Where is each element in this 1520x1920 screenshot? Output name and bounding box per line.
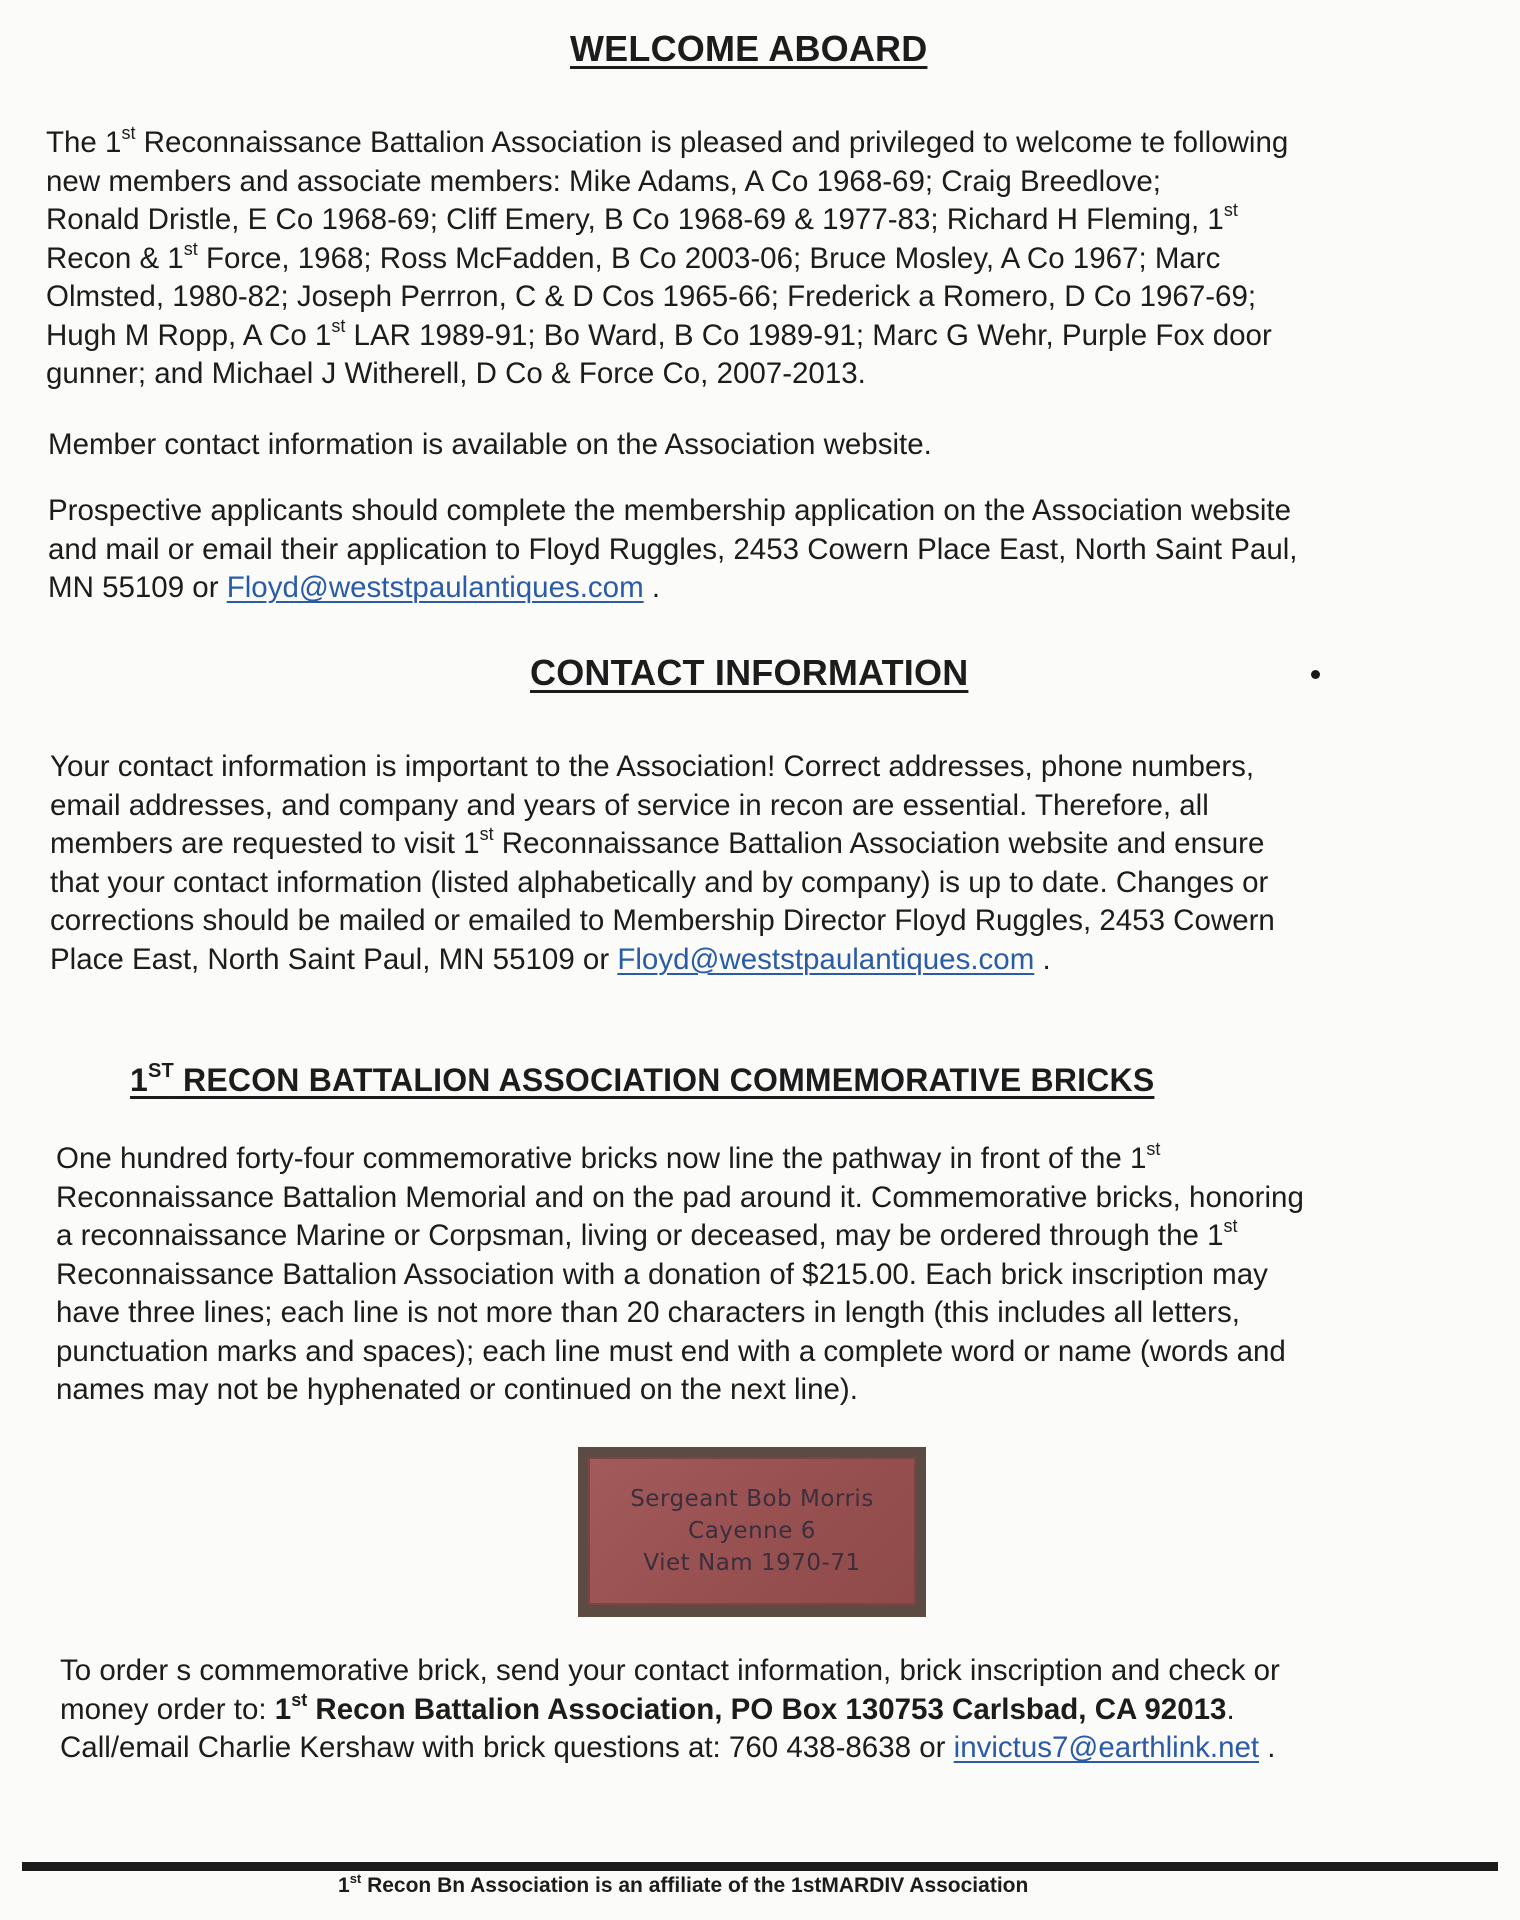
- email-link-charlie[interactable]: invictus7@earthlink.net: [953, 1731, 1260, 1764]
- stray-dot: [1311, 670, 1320, 679]
- text-line: new members and associate members: Mike Adams, A Co 1968-69; Craig Breedlove;: [46, 164, 1161, 198]
- text-line: email addresses, and company and years of service in recon are essential. Therefore, all: [50, 788, 1209, 822]
- member-contact-note: Member contact information is available on the Association website.: [48, 428, 932, 461]
- text-line: Prospective applicants should complete the membership application on the Association website: [48, 494, 1291, 527]
- welcome-paragraph: [46, 124, 1288, 394]
- text-line: gunner; and Michael J Witherell, D Co & Force Co, 2007-2013.: [46, 357, 866, 390]
- brick-inscription-line: Sergeant Bob Morris: [630, 1486, 874, 1512]
- text-line: and mail or email their application to Floyd Ruggles, 2453 Cowern Place East, North Saint Paul,: [48, 532, 1298, 566]
- text-line: Your contact information is important to the Association! Correct addresses, phone numbers,: [50, 750, 1255, 783]
- welcome-heading: WELCOME ABOARD: [570, 28, 928, 69]
- text-line: MN 55109 or Floyd@weststpaulantiques.com .: [48, 571, 661, 604]
- bricks-heading: 1ST RECON BATTALION ASSOCIATION COMMEMORATIVE BRICKS: [130, 1060, 1155, 1098]
- brick-face: [588, 1457, 916, 1605]
- contact-heading: CONTACT INFORMATION: [530, 652, 969, 693]
- text-line: Recon & 1st Force, 1968; Ross McFadden, B Co 2003-06; Bruce Mosley, A Co 1967; Marc: [46, 238, 1221, 275]
- text-line: Olmsted, 1980-82; Joseph Perrron, C & D Cos 1965-66; Frederick a Romero, D Co 1967-69;: [46, 280, 1257, 313]
- text-line: Hugh M Ropp, A Co 1st LAR 1989-91; Bo Ward, B Co 1989-91; Marc G Wehr, Purple Fox door: [46, 315, 1272, 352]
- footer-rule: [22, 1862, 1498, 1871]
- text-line: money order to: 1st Recon Battalion Association, PO Box 130753 Carlsbad, CA 92013.: [60, 1689, 1235, 1726]
- text-line: a reconnaissance Marine or Corpsman, living or deceased, may be ordered through the 1st: [56, 1216, 1238, 1252]
- text-line: Ronald Dristle, E Co 1968-69; Cliff Emery, B Co 1968-69 & 1977-83; Richard H Fleming, 1st: [46, 200, 1238, 236]
- text-line: members are requested to visit 1st Reconnaissance Battalion Association website and ensure: [50, 824, 1265, 860]
- order-paragraph: [60, 1652, 1280, 1768]
- order-address: 1st Recon Battalion Association, PO Box 130753 Carlsbad, CA 92013: [274, 1689, 1227, 1726]
- brick-inscription-line: Viet Nam 1970-71: [643, 1550, 861, 1576]
- text-line: corrections should be mailed or emailed to Membership Director Floyd Ruggles, 2453 Cowern: [50, 904, 1275, 937]
- email-link-floyd[interactable]: Floyd@weststpaulantiques.com: [617, 942, 1035, 976]
- text-line: punctuation marks and spaces); each line must end with a complete word or name (words and: [56, 1334, 1286, 1368]
- text-line: Reconnaissance Battalion Association with a donation of $215.00. Each brick inscription may: [56, 1257, 1268, 1291]
- text-line: Call/email Charlie Kershaw with brick questions at: 760 438-8638 or invictus7@earthlink.net .: [60, 1731, 1276, 1764]
- applicants-paragraph: [48, 492, 1298, 608]
- brick-inscription-line: Cayenne 6: [688, 1518, 816, 1544]
- commemorative-brick-image: [578, 1447, 926, 1617]
- text-line: that your contact information (listed alphabetically and by company) is up to date. Changes or: [50, 865, 1269, 899]
- text-line: Reconnaissance Battalion Memorial and on the pad around it. Commemorative bricks, honoring: [56, 1180, 1304, 1214]
- text-line: One hundred forty-four commemorative bricks now line the pathway in front of the 1st: [56, 1139, 1161, 1175]
- email-link-floyd[interactable]: Floyd@weststpaulantiques.com: [226, 571, 644, 604]
- footer-affiliation: 1st Recon Bn Association is an affiliate of the 1stMARDIV Association: [338, 1871, 1029, 1897]
- text-line: names may not be hyphenated or continued on the next line).: [56, 1373, 858, 1406]
- text-line: have three lines; each line is not more than 20 characters in length (this includes all letters,: [56, 1296, 1240, 1329]
- text-line: Place East, North Saint Paul, MN 55109 or Floyd@weststpaulantiques.com .: [50, 942, 1051, 976]
- contact-paragraph: [50, 748, 1275, 979]
- text-line: The 1st Reconnaissance Battalion Association is pleased and privileged to welcome te following: [46, 123, 1289, 159]
- bricks-paragraph: [56, 1140, 1304, 1410]
- text-line: To order s commemorative brick, send your contact information, brick inscription and check or: [60, 1654, 1280, 1687]
